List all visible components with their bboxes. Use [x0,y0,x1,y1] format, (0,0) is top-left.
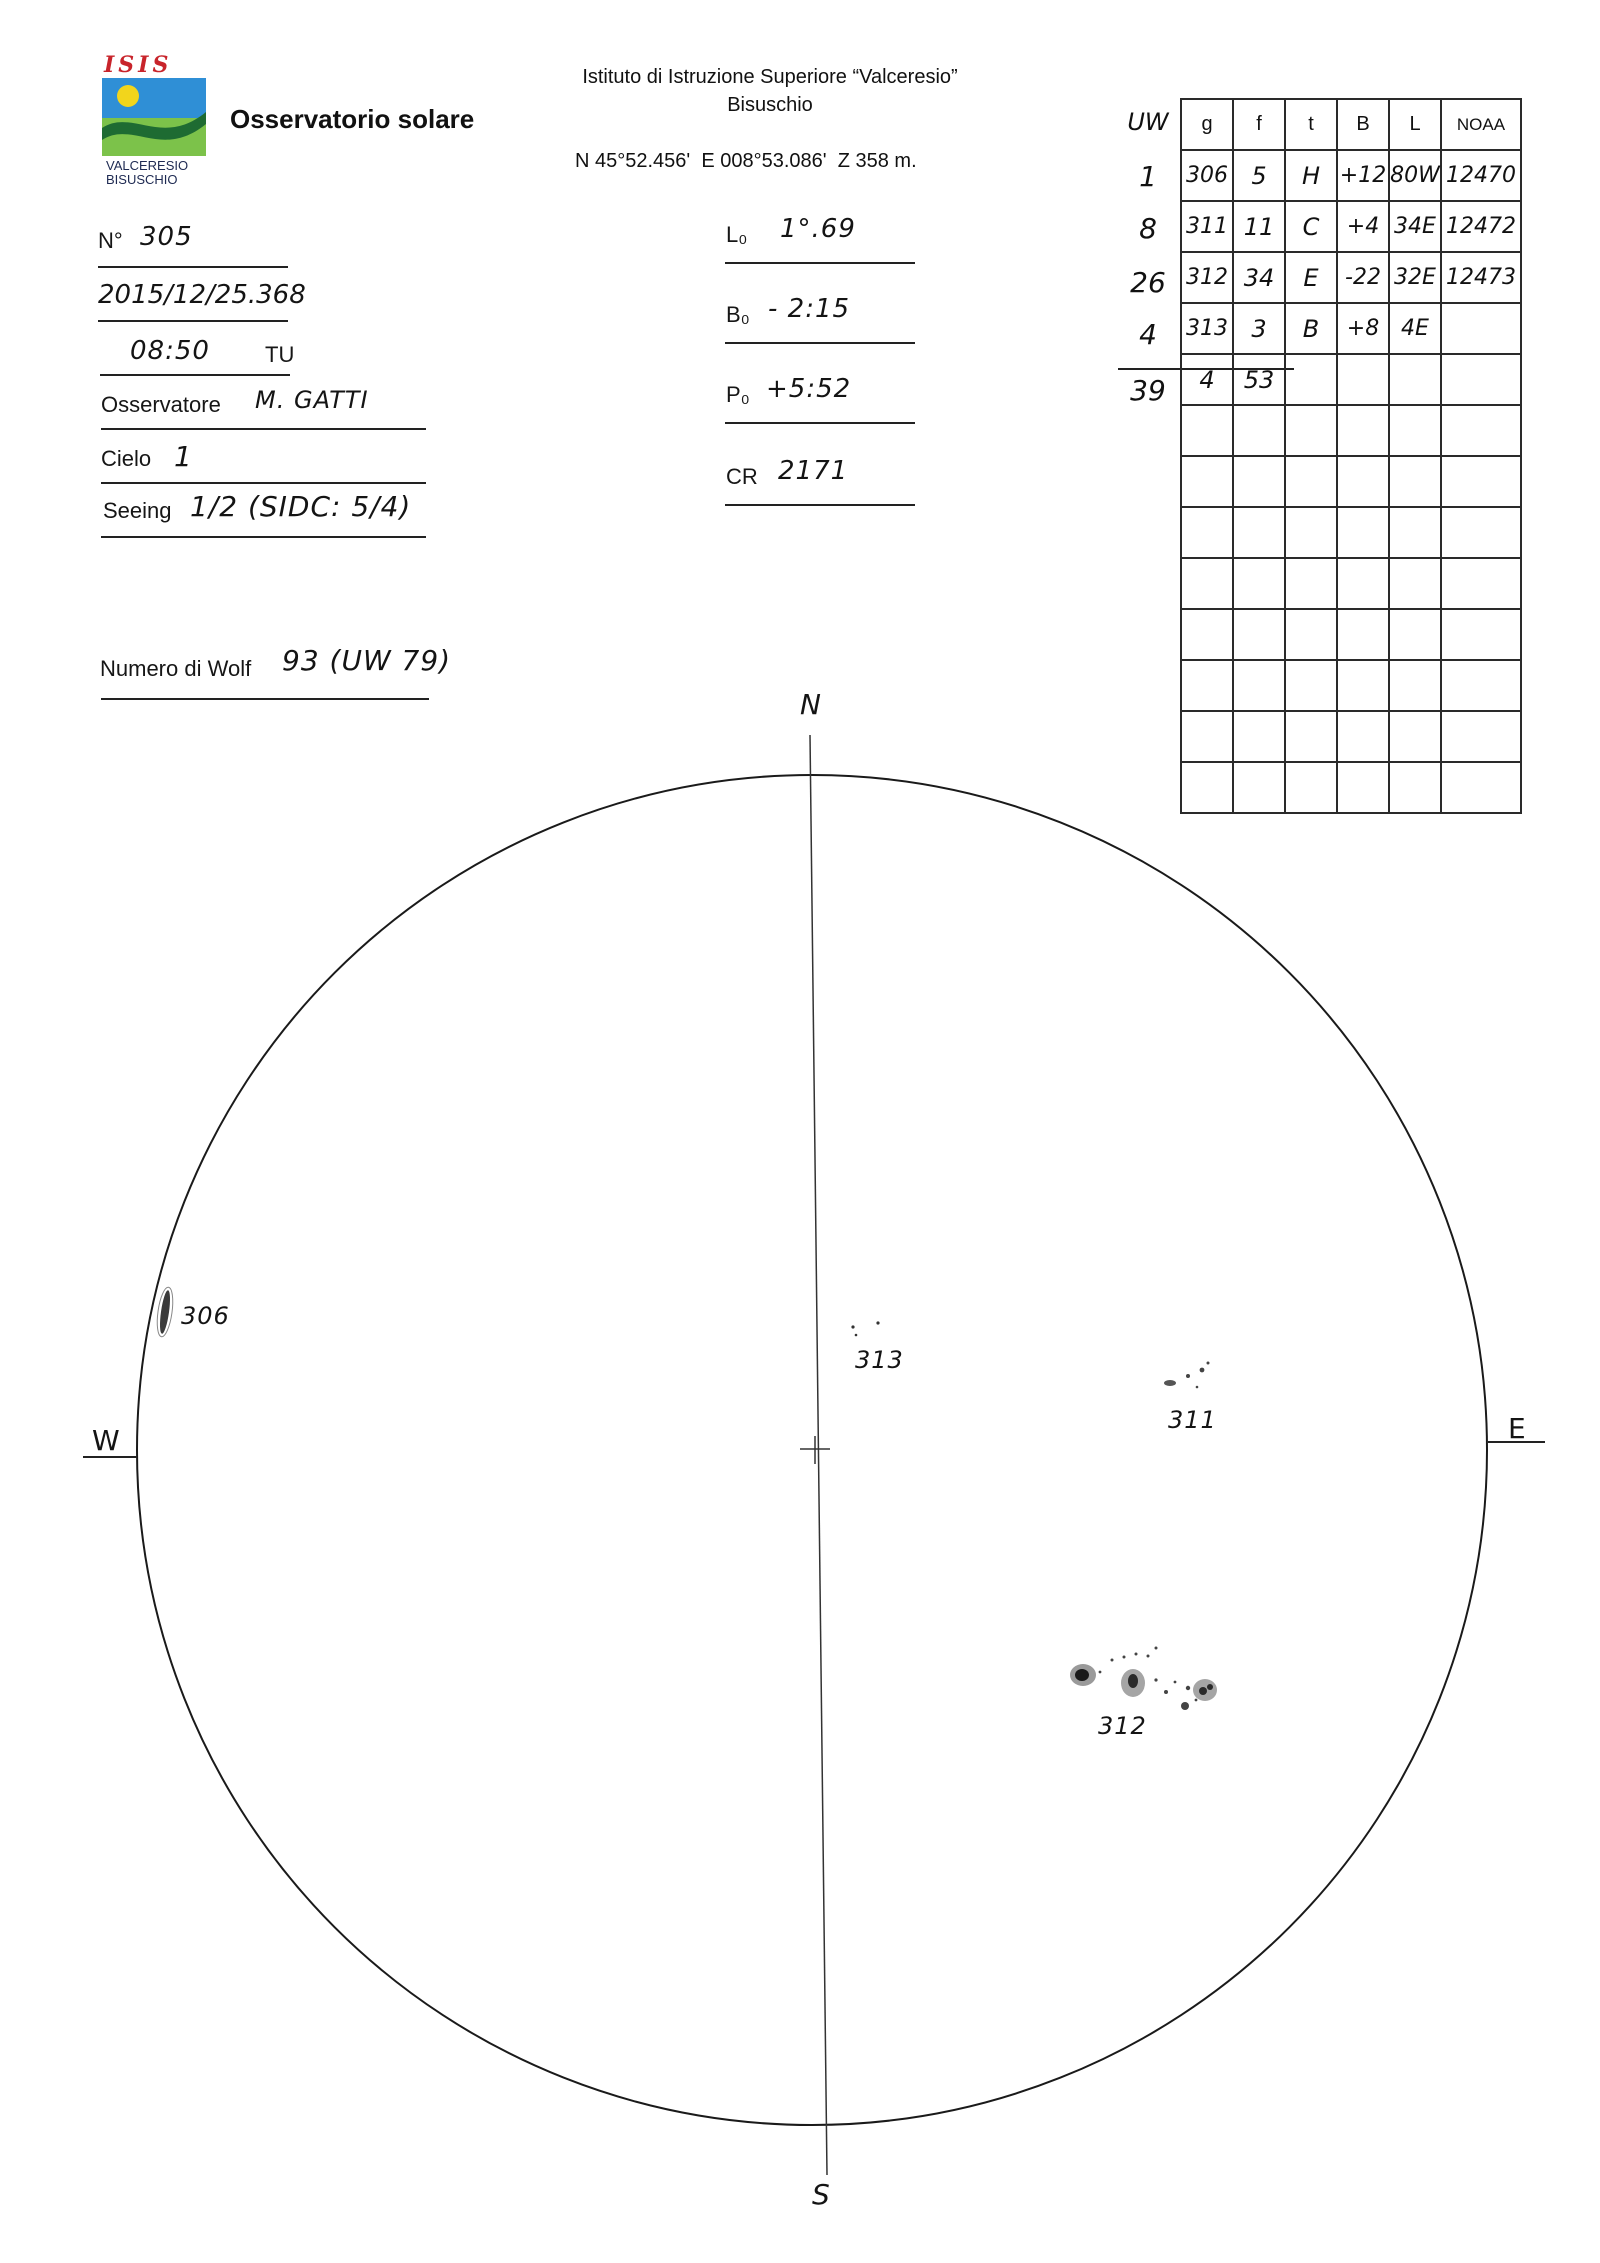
uw-total: 39 [1130,374,1166,407]
uw-value: 4 [1139,318,1157,351]
sunspot-311 [1207,1362,1210,1365]
cell-t: B [1285,303,1337,354]
sunspot-311 [1200,1368,1205,1373]
cell-b: +12 [1337,150,1389,201]
sunspot-312 [1135,1653,1138,1656]
sunspot-311 [1164,1380,1176,1386]
sunspot-311 [1196,1386,1199,1389]
sunspot-312 [1099,1671,1102,1674]
total-f: 53 [1233,354,1285,405]
cell-b: +8 [1337,303,1389,354]
observer-label: Osservatore [101,392,221,417]
sunspot-312-follower-umbra [1199,1687,1207,1695]
sunspot-313 [876,1321,879,1324]
logo-caption-1: VALCERESIO [106,158,189,173]
cell-noaa: 12470 [1441,150,1521,201]
number-label: N° [98,228,123,253]
sunspot-312-follower-umbra [1207,1684,1213,1690]
l0-value: 1°.69 [780,214,856,244]
header-l: L [1389,99,1441,150]
sunspot-312 [1111,1659,1114,1662]
cell-l: 32E [1389,252,1441,303]
wolf-label: Numero di Wolf [100,656,252,681]
institute-line-2: Bisuschio [727,94,813,116]
sunspot-312 [1186,1686,1190,1690]
seeing-value: 1/2 (SIDC: 5/4) [190,490,412,523]
cell-f: 3 [1233,303,1285,354]
cell-f: 34 [1233,252,1285,303]
sunspot-313 [851,1325,854,1328]
sunspot-311 [1186,1374,1190,1378]
solar-disk-outline [137,775,1487,2125]
cell-t: H [1285,150,1337,201]
observer-value: M. GATTI [255,386,369,414]
header-t: t [1285,99,1337,150]
uw-header: UW [1127,108,1169,136]
cell-noaa: 12472 [1441,201,1521,252]
west-label: W [92,1424,121,1457]
sunspot-312 [1147,1655,1150,1658]
number-value: 305 [140,222,193,252]
time-value: 08:50 [130,336,210,366]
b0-label: B₀ [726,302,750,327]
sunspot-312 [1174,1681,1177,1684]
cr-label: CR [726,464,758,489]
header-f: f [1233,99,1285,150]
header-g: g [1181,99,1233,150]
cell-t: E [1285,252,1337,303]
sunspot-313 [855,1334,858,1337]
uw-value: 8 [1139,212,1157,245]
logo-text: ISIS [104,52,173,78]
cell-g: 311 [1181,201,1233,252]
group-label-313: 313 [855,1346,904,1374]
east-label: E [1508,1412,1527,1445]
sunspot-312 [1154,1678,1157,1681]
date-value: 2015/12/25.368 [98,280,306,310]
cell-l: 4E [1389,303,1441,354]
sunspot-312-leader-umbra [1075,1669,1089,1681]
b0-value: - 2:15 [768,294,851,324]
sunspot-312 [1155,1647,1158,1650]
observatory-title: Osservatorio solare [230,104,475,134]
sunspot-312 [1181,1702,1189,1710]
cr-value: 2171 [778,456,849,486]
header-noaa: NOAA [1441,99,1521,150]
cell-g: 306 [1181,150,1233,201]
group-label-306: 306 [181,1302,230,1330]
uw-value: 1 [1139,160,1157,193]
header-b: B [1337,99,1389,150]
sky-label: Cielo [101,446,152,471]
cell-noaa: 12473 [1441,252,1521,303]
sunspot-312 [1195,1699,1198,1702]
group-label-311: 311 [1168,1406,1217,1434]
site-coordinates: N 45°52.456' E 008°53.086' Z 358 m. [575,150,917,172]
seeing-label: Seeing [103,498,172,523]
cell-g: 313 [1181,303,1233,354]
total-g: 4 [1181,354,1233,405]
institute-line-1: Istituto di Istruzione Superiore “Valceresio” [582,66,958,88]
cell-f: 5 [1233,150,1285,201]
wolf-value: 93 (UW 79) [282,644,452,677]
uw-value: 26 [1130,266,1166,299]
sunspot-312 [1123,1656,1126,1659]
cell-t: C [1285,201,1337,252]
l0-label: L₀ [726,222,748,247]
cell-l: 34E [1389,201,1441,252]
group-label-312: 312 [1098,1712,1147,1740]
cell-g: 312 [1181,252,1233,303]
sunspot-306 [158,1290,172,1335]
north-label: N [800,688,822,721]
time-unit: TU [265,342,295,367]
cell-l: 80W [1389,150,1441,201]
cell-f: 11 [1233,201,1285,252]
logo-caption-2: BISUSCHIO [106,172,178,187]
cell-b: -22 [1337,252,1389,303]
p0-value: +5:52 [766,374,852,404]
south-label: S [812,2178,831,2211]
p0-label: P₀ [726,382,750,407]
sunspot-312-middle-umbra [1128,1674,1138,1688]
sky-value: 1 [174,440,193,473]
sunspot-312 [1164,1690,1168,1694]
north-south-axis [810,735,827,2175]
cell-b: +4 [1337,201,1389,252]
